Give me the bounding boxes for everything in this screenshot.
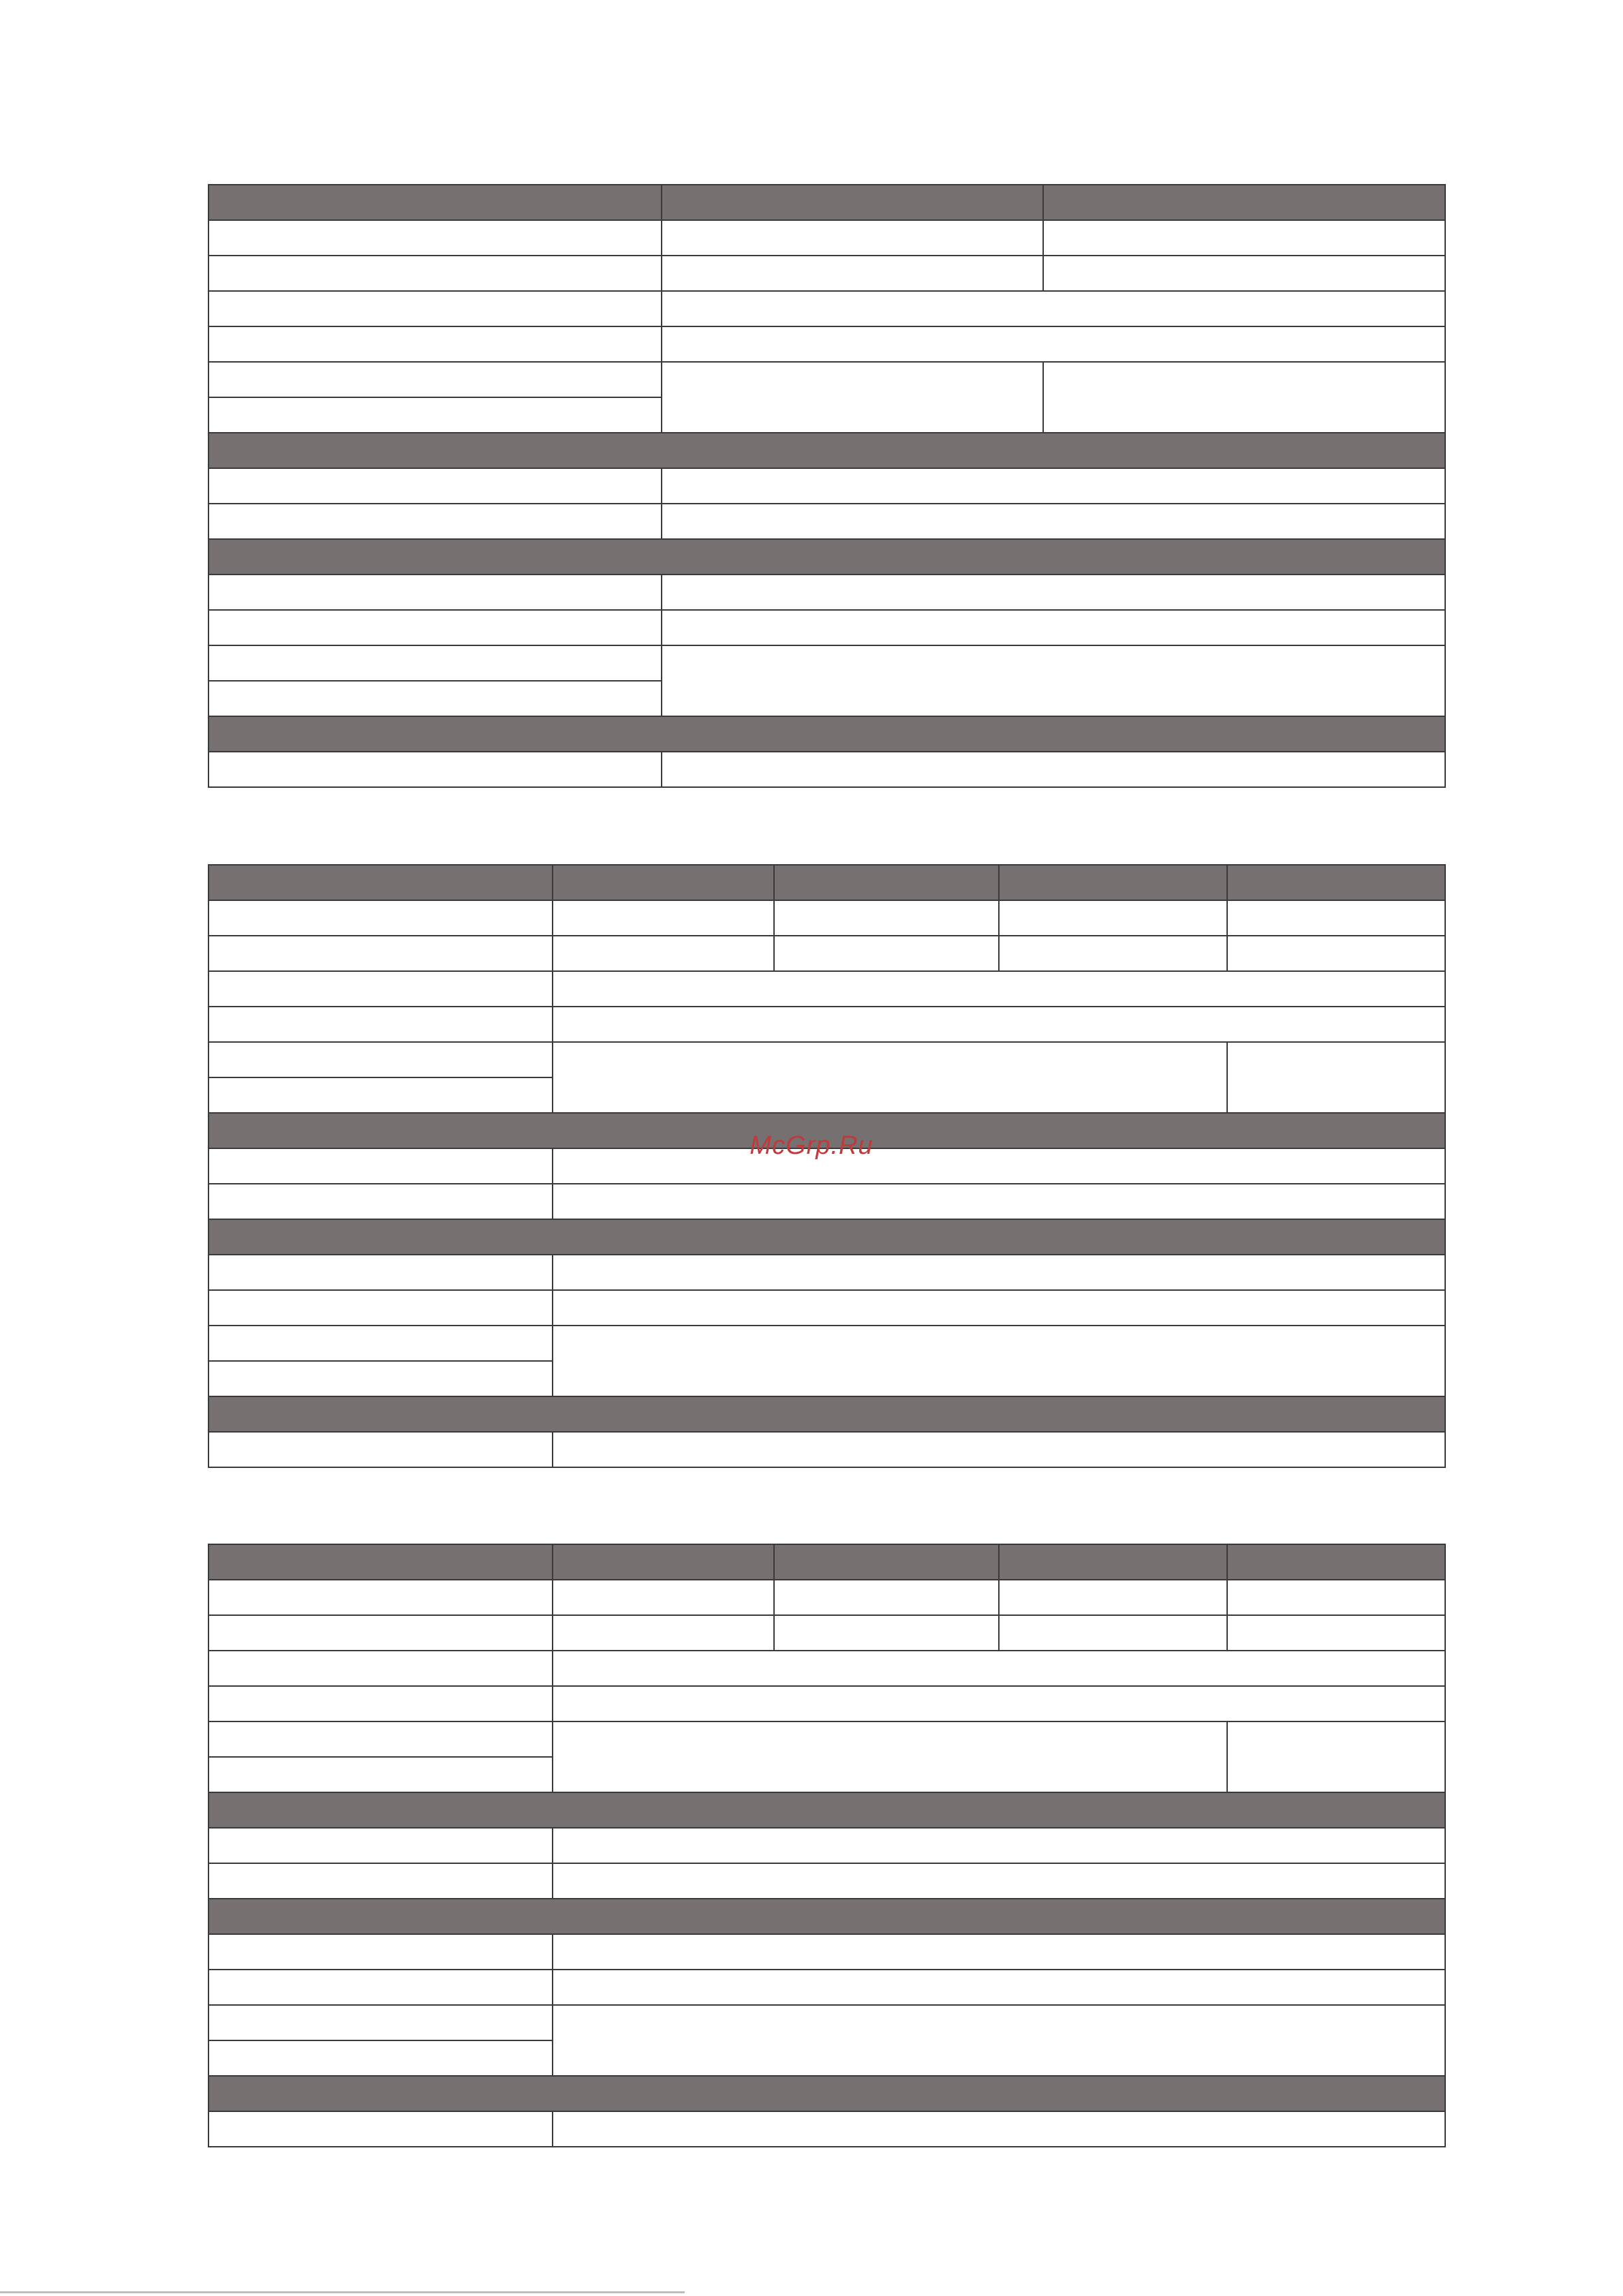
section-header-row — [208, 539, 1445, 575]
table-header-row — [208, 1544, 1445, 1580]
table-header-row — [208, 865, 1445, 900]
table-row — [208, 1042, 1445, 1077]
table-row — [208, 326, 1445, 362]
table-row — [208, 900, 1445, 936]
table-row — [208, 1326, 1445, 1361]
section-header-row — [208, 1396, 1445, 1432]
section-header-row — [208, 716, 1445, 752]
table-row — [208, 220, 1445, 256]
section-header-row — [208, 1792, 1445, 1828]
table-row — [208, 575, 1445, 610]
table-row — [208, 1970, 1445, 2005]
table-header-row — [208, 185, 1445, 220]
table-row — [208, 1615, 1445, 1651]
section-header-row — [208, 1219, 1445, 1255]
table-row — [208, 1580, 1445, 1615]
table-row — [208, 610, 1445, 645]
table-row — [208, 291, 1445, 326]
table-row — [208, 1934, 1445, 1970]
table-row — [208, 256, 1445, 291]
table-row — [208, 1255, 1445, 1290]
table-row — [208, 468, 1445, 504]
table-row — [208, 2005, 1445, 2040]
watermark-text: McGrp.Ru — [749, 1131, 874, 1160]
table-row — [208, 971, 1445, 1007]
table-row — [208, 362, 1445, 397]
footer-divider — [0, 2291, 685, 2293]
table-row — [208, 504, 1445, 539]
table-row — [208, 1721, 1445, 1757]
table-row — [208, 1828, 1445, 1863]
spec-table-1 — [208, 184, 1446, 788]
table-row — [208, 1686, 1445, 1721]
spec-table-2 — [208, 864, 1446, 1468]
table-row — [208, 1184, 1445, 1219]
table-row — [208, 645, 1445, 681]
section-header-row — [208, 2076, 1445, 2111]
spec-table-3 — [208, 1544, 1446, 2147]
table-row — [208, 2111, 1445, 2147]
table-row — [208, 936, 1445, 971]
table-row — [208, 1007, 1445, 1042]
table-row — [208, 752, 1445, 787]
table-row — [208, 1651, 1445, 1686]
table-row — [208, 1432, 1445, 1467]
table-row — [208, 1863, 1445, 1899]
table-row — [208, 1290, 1445, 1326]
section-header-row — [208, 433, 1445, 468]
section-header-row — [208, 1899, 1445, 1934]
